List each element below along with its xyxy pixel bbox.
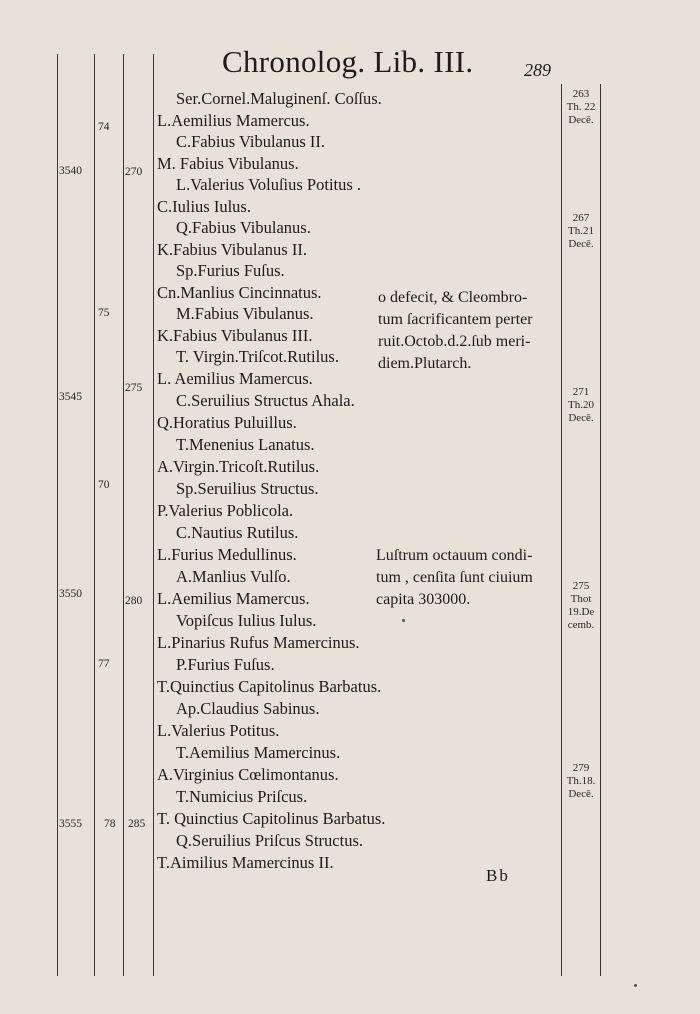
column-rule-2 [94,54,95,976]
note-line: diem.Plutarch. [378,355,472,372]
list-item: T.Menenius Lanatus. [176,435,315,454]
margin-date-line: 275 [572,580,590,592]
list-item: T.Aimilius Mamercinus II. [157,853,334,872]
margin-date-line: 19.De [567,606,595,618]
column-rule-1 [57,54,58,976]
list-item: P.Valerius Poblicola. [157,501,294,520]
margin-date-line: Decē. [568,788,594,800]
list-item: Ser.Cornel.Maluginenſ. Coſſus. [176,89,382,108]
page-number: 289 [524,60,551,80]
list-item: T.Aemilius Mamercinus. [176,743,341,762]
list-item: C.Iulius Iulus. [157,197,251,216]
list-item: C.Nautius Rutilus. [176,523,299,542]
margin-date-line: cemb. [567,619,595,631]
margin-date-line: Decē. [568,114,594,126]
signature-mark: Bb [486,866,510,885]
olympiad-number: 74 [98,121,110,133]
list-item: A.Virginius Cœlimontanus. [157,765,339,784]
olympiad-number: 70 [98,479,110,491]
note-line: tum ſacrificantem perter [378,311,533,328]
note-line: ruit.Octob.d.2.ſub meri- [378,333,531,350]
margin-date [561,762,601,801]
margin-date-line: Th.21 [568,225,594,237]
list-item: L.Furius Medullinus. [157,545,297,564]
list-item: L.Valerius Potitus. [157,721,280,740]
urbs-number: 280 [125,595,143,607]
margin-date [561,580,601,632]
list-item: Vopiſcus Iulius Iulus. [176,611,317,630]
year-number: 3555 [59,818,82,830]
margin-date-line: Decē. [568,412,594,424]
note-line: tum , cenſita ſunt ciuium [376,569,533,586]
column-rule-4 [153,54,154,976]
year-number: 3550 [59,588,82,600]
margin-date-line: Th.20 [568,399,594,411]
margin-date [561,212,601,251]
list-item: M.Fabius Vibulanus. [176,304,314,323]
margin-date-line: Decē. [568,238,594,250]
list-item: A.Manlius Vulſo. [176,567,291,586]
year-number: 3540 [59,165,82,177]
list-item: L.Aemilius Mamercus. [157,589,310,608]
margin-date-line: 271 [572,386,590,398]
urbs-number: 270 [125,166,143,178]
list-item: Sp.Furius Fuſus. [176,261,285,280]
running-title: Chronolog. Lib. III. [222,44,474,79]
margin-date-line: Th.18. [566,775,596,787]
list-item: L.Valerius Voluſius Potitus . [176,175,362,194]
list-item: P.Furius Fuſus. [176,655,275,674]
margin-date [561,88,601,127]
list-item: T.Numicius Priſcus. [176,787,308,806]
olympiad-number: 75 [98,307,110,319]
list-item: M. Fabius Vibulanus. [157,154,299,173]
list-item: Q.Horatius Puluillus. [157,413,297,432]
olympiad-number: 78 [104,818,116,830]
lustrum-note [376,545,562,611]
list-item: C.Seruilius Structus Ahala. [176,391,355,410]
eclipse-note [378,287,564,375]
urbs-number: 275 [125,382,143,394]
list-item: L. Aemilius Mamercus. [157,369,313,388]
list-item: L.Aemilius Mamercus. [157,111,310,130]
column-rule-3 [123,54,124,976]
olympiad-number: 77 [98,658,110,670]
margin-date-line: 279 [572,762,590,774]
list-item: Ap.Claudius Sabinus. [176,699,320,718]
list-item: Sp.Seruilius Structus. [176,479,319,498]
list-item: Q.Seruilius Priſcus Structus. [176,831,364,850]
list-item: Cn.Manlius Cincinnatus. [157,283,322,302]
urbs-number: 285 [128,818,146,830]
year-number: 3545 [59,391,82,403]
list-item: T. Quinctius Capitolinus Barbatus. [157,809,386,828]
ink-speck [402,619,405,622]
margin-date [561,386,601,425]
list-item: A.Virgin.Tricoſt.Rutilus. [157,457,320,476]
list-item: T. Virgin.Triſcot.Rutilus. [176,347,339,366]
margin-date-line: 267 [572,212,590,224]
note-line: capita 303000. [376,591,471,608]
list-item: K.Fabius Vibulanus III. [157,326,313,345]
margin-date-line: Thot [570,593,592,605]
list-item: C.Fabius Vibulanus II. [176,132,326,151]
margin-date-line: 263 [572,88,590,100]
margin-date-line: Th. 22 [566,101,596,113]
list-item: K.Fabius Vibulanus II. [157,240,307,259]
note-line: Luſtrum octauum condi- [376,547,533,564]
ink-speck [634,984,637,987]
note-line: ο defecit, & Cleombro- [378,289,528,306]
list-item: L.Pinarius Rufus Mamercinus. [157,633,360,652]
list-item: T.Quinctius Capitolinus Barbatus. [157,677,382,696]
list-item: Q.Fabius Vibulanus. [176,218,311,237]
